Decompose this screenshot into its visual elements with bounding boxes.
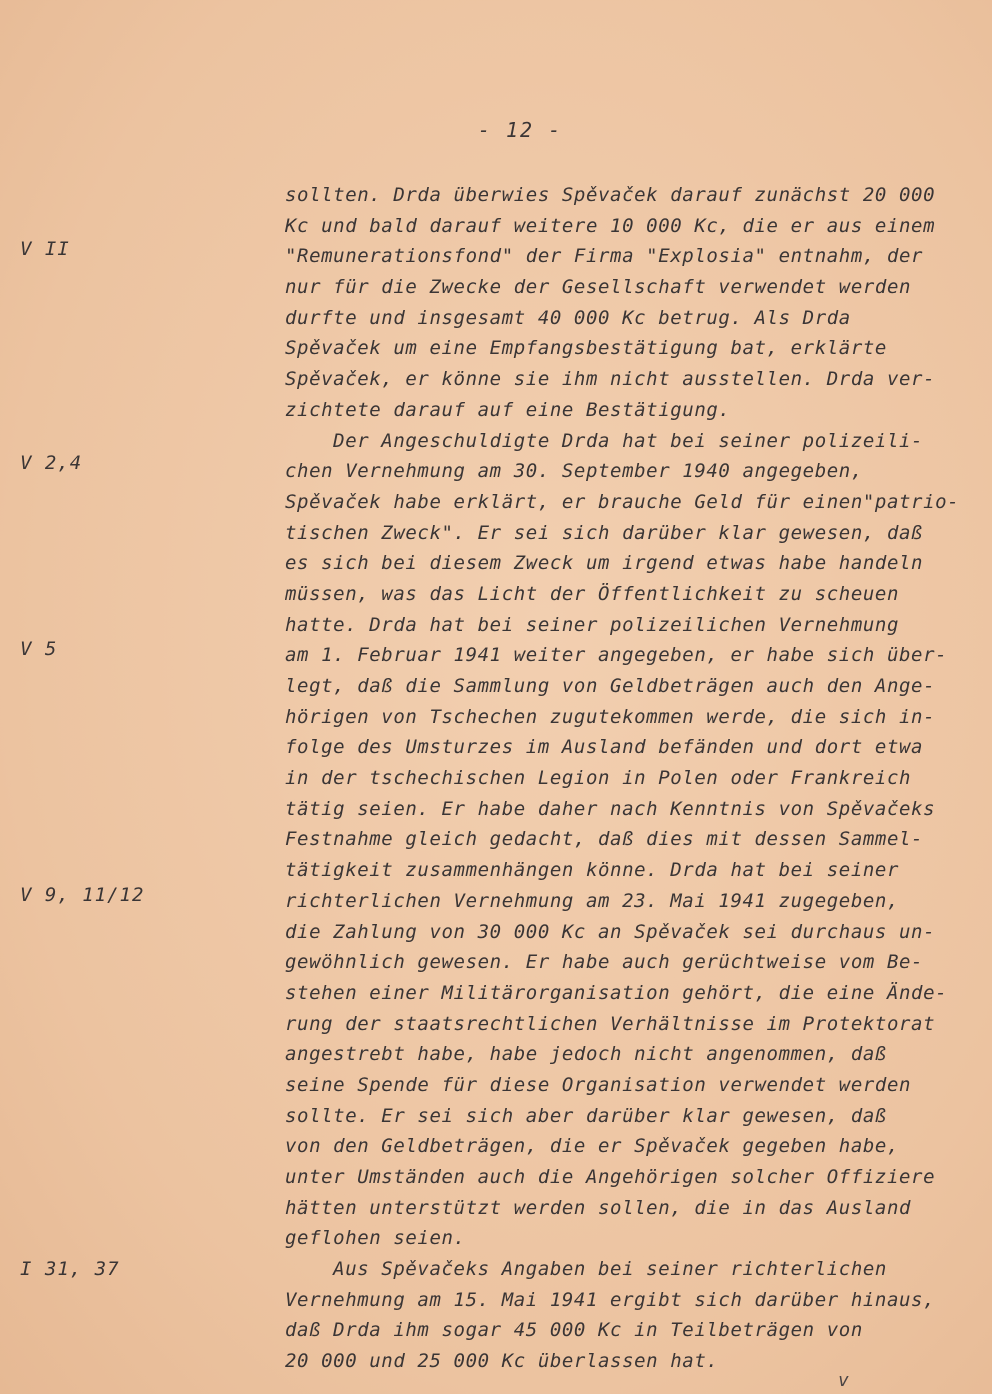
text-line: unter Umständen auch die Angehörigen solcher Offiziere [285,1166,936,1188]
text-line: folge des Umsturzes im Ausland befänden und dort etwa [285,736,924,759]
text-line: Festnahme gleich gedacht, daß dies mit dessen Sammel- [285,828,924,851]
text-line: die Zahlung von 30 000 Kc an Spěvaček sei durchaus un- [285,920,936,943]
text-line: tischen Zweck". Er sei sich darüber klar gewesen, daß [285,521,924,544]
text-line: seine Spende für diese Organisation verwendet werden [285,1073,912,1096]
text-line: in der tschechischen Legion in Polen oder Frankreich [285,767,912,790]
text-line: hätten unterstützt werden sollen, die in das Ausland [285,1196,912,1219]
body-text [285,180,975,1377]
text-line: am 1. Februar 1941 weiter angegeben, er habe sich über- [285,644,948,667]
text-line: müssen, was das Licht der Öffentlichkeit zu scheuen [285,582,899,605]
text-line: gewöhnlich gewesen. Er habe auch gerüchtweise vom Be- [285,951,924,974]
text-line: Vernehmung am 15. Mai 1941 ergibt sich darüber hinaus, [285,1288,936,1311]
text-line: geflohen seien. [285,1227,466,1250]
text-line: es sich bei diesem Zweck um irgend etwas habe handeln [285,552,924,575]
text-line: tätig seien. Er habe daher nach Kenntnis von Spěvačeks [285,797,936,820]
text-line: sollte. Er sei sich aber darüber klar gewesen, daß [285,1104,887,1127]
text-line: Kc und bald darauf weitere 10 000 Kc, die er aus einem [285,214,936,237]
margin-ref-3: V 5 [20,638,58,660]
text-line: sollten. Drda überwies Spěvaček darauf zunächst 20 000 [285,184,936,206]
text-line: "Remunerationsfond" der Firma "Explosia" entnahm, der [285,245,924,268]
page-number: - 12 - [477,118,563,142]
margin-ref-5: I 31, 37 [20,1258,120,1280]
text-line: hörigen von Tschechen zugutekommen werde, die sich in- [285,705,936,728]
text-line: rung der staatsrechtlichen Verhältnisse im Protektorat [285,1012,936,1035]
text-line: tätigkeit zusammenhängen könne. Drda hat bei seiner [285,859,899,882]
margin-ref-1: V II [20,238,70,260]
text-line: stehen einer Militärorganisation gehört, die eine Ände- [285,981,948,1004]
text-line: Spěvaček habe erklärt, er brauche Geld für einen"patrio- [285,490,960,513]
text-line: hatte. Drda hat bei seiner polizeilichen Vernehmung [285,613,899,636]
margin-ref-2: V 2,4 [20,452,83,474]
text-line: legt, daß die Sammlung von Geldbeträgen auch den Ange- [285,675,936,697]
text-line: von den Geldbeträgen, die er Spěvaček gegeben habe, [285,1135,899,1158]
margin-ref-4: V 9, 11/12 [20,884,145,906]
text-line: Der Angeschuldigte Drda hat bei seiner polizeili- [285,429,924,452]
text-line: zichtete darauf auf eine Bestätigung. [285,398,731,421]
text-line: Spěvaček, er könne sie ihm nicht ausstellen. Drda ver- [285,368,936,391]
text-line: angestrebt habe, habe jedoch nicht angenommen, daß [285,1043,887,1066]
text-line: durfte und insgesamt 40 000 Kc betrug. Als Drda [285,306,851,329]
text-line: 20 000 und 25 000 Kc überlassen hat. [285,1350,719,1373]
footer-mark: v [838,1370,849,1391]
text-line: chen Vernehmung am 30. September 1940 angegeben, [285,460,863,483]
text-line: nur für die Zwecke der Gesellschaft verwendet werden [285,276,912,299]
text-line: richterlichen Vernehmung am 23. Mai 1941 zugegeben, [285,889,899,912]
text-line: daß Drda ihm sogar 45 000 Kc in Teilbeträgen von [285,1319,863,1342]
text-line: Spěvaček um eine Empfangsbestätigung bat, erklärte [285,337,887,360]
text-line: Aus Spěvačeks Angaben bei seiner richterlichen [285,1258,887,1281]
